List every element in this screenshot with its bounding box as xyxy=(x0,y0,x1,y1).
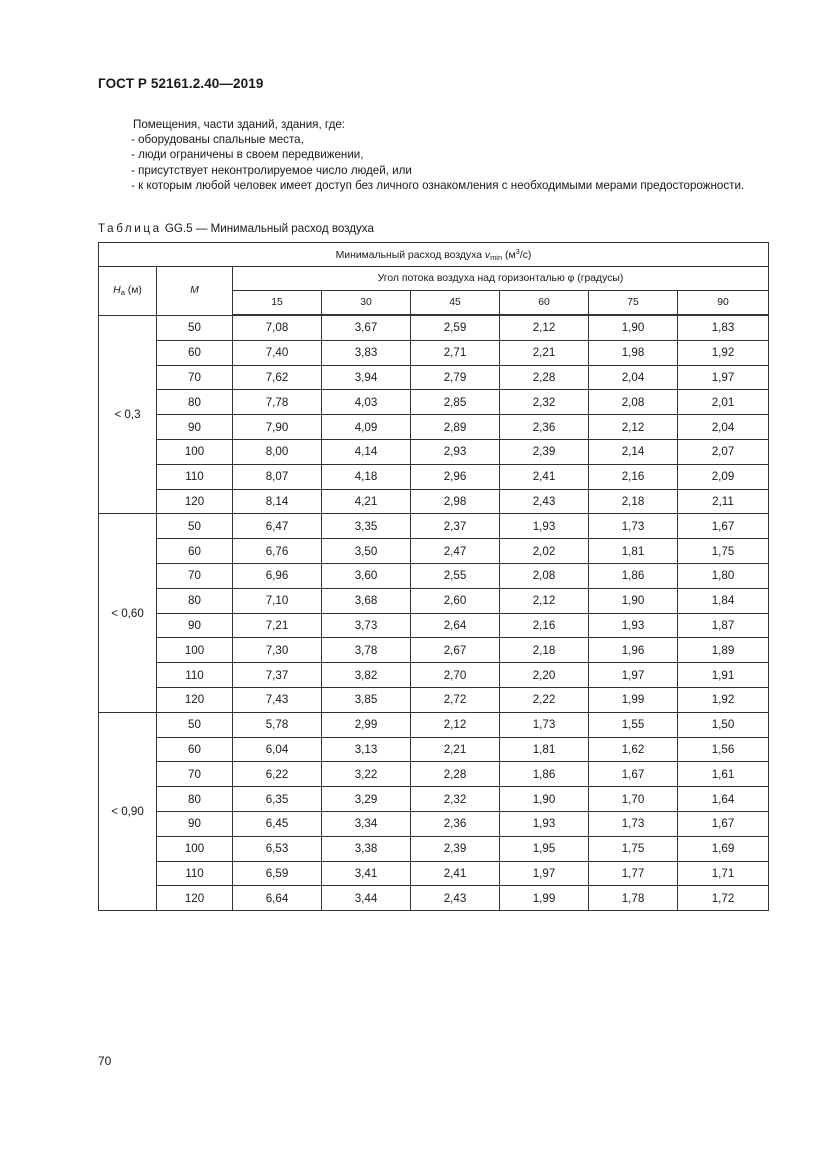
flow-value-cell: 2,41 xyxy=(500,464,589,489)
m-cell: 100 xyxy=(157,439,233,464)
flow-value-cell: 2,89 xyxy=(411,415,500,440)
flow-value-cell: 1,87 xyxy=(678,613,769,638)
flow-value-cell: 1,99 xyxy=(589,687,678,712)
flow-value-cell: 1,75 xyxy=(589,836,678,861)
page-number: 70 xyxy=(98,1054,112,1068)
intro-item: - оборудованы спальные места, xyxy=(131,133,304,147)
table-row xyxy=(99,464,769,489)
flow-value-cell: 1,95 xyxy=(500,836,589,861)
flow-value-cell: 2,32 xyxy=(411,787,500,812)
flow-value-cell: 7,21 xyxy=(233,613,322,638)
flow-value-cell: 2,72 xyxy=(411,687,500,712)
angle-value-header: 90 xyxy=(678,291,769,316)
flow-value-cell: 3,60 xyxy=(322,563,411,588)
flow-value-cell: 1,73 xyxy=(589,811,678,836)
angle-value-header: 60 xyxy=(500,291,589,316)
table-row xyxy=(99,787,769,812)
flow-value-cell: 7,78 xyxy=(233,390,322,415)
table-body xyxy=(99,315,769,911)
flow-value-cell: 8,07 xyxy=(233,464,322,489)
angle-value-header: 15 xyxy=(233,291,322,316)
table-row xyxy=(99,588,769,613)
table-row xyxy=(99,687,769,712)
flow-value-cell: 1,97 xyxy=(678,365,769,390)
ha-group-cell: < 0,90 xyxy=(99,712,157,910)
flow-value-cell: 2,32 xyxy=(500,390,589,415)
flow-value-cell: 2,12 xyxy=(589,415,678,440)
table-row xyxy=(99,340,769,365)
table-row xyxy=(99,563,769,588)
flow-value-cell: 3,34 xyxy=(322,811,411,836)
flow-value-cell: 1,71 xyxy=(678,861,769,886)
flow-value-cell: 3,50 xyxy=(322,539,411,564)
flow-value-cell: 1,84 xyxy=(678,588,769,613)
flow-value-cell: 1,61 xyxy=(678,762,769,787)
table-row xyxy=(99,663,769,688)
flow-value-cell: 6,45 xyxy=(233,811,322,836)
flow-value-cell: 6,35 xyxy=(233,787,322,812)
flow-value-cell: 1,73 xyxy=(589,514,678,539)
flow-value-cell: 1,67 xyxy=(589,762,678,787)
flow-value-cell: 2,01 xyxy=(678,390,769,415)
flow-value-cell: 7,43 xyxy=(233,687,322,712)
m-cell: 70 xyxy=(157,365,233,390)
m-cell: 80 xyxy=(157,787,233,812)
flow-value-cell: 2,70 xyxy=(411,663,500,688)
flow-value-cell: 3,78 xyxy=(322,638,411,663)
flow-value-cell: 2,12 xyxy=(411,712,500,737)
m-cell: 60 xyxy=(157,539,233,564)
m-cell: 110 xyxy=(157,663,233,688)
flow-value-cell: 2,99 xyxy=(322,712,411,737)
table-row xyxy=(99,712,769,737)
flow-value-cell: 1,89 xyxy=(678,638,769,663)
flow-value-cell: 1,64 xyxy=(678,787,769,812)
table-row xyxy=(99,390,769,415)
flow-value-cell: 7,40 xyxy=(233,340,322,365)
flow-value-cell: 2,64 xyxy=(411,613,500,638)
m-cell: 120 xyxy=(157,886,233,911)
table-row xyxy=(99,514,769,539)
flow-value-cell: 6,59 xyxy=(233,861,322,886)
flow-value-cell: 1,75 xyxy=(678,539,769,564)
flow-value-cell: 2,59 xyxy=(411,315,500,340)
flow-value-cell: 1,77 xyxy=(589,861,678,886)
flow-value-cell: 2,18 xyxy=(500,638,589,663)
flow-value-cell: 1,78 xyxy=(589,886,678,911)
flow-value-cell: 3,38 xyxy=(322,836,411,861)
m-cell: 70 xyxy=(157,762,233,787)
m-cell: 50 xyxy=(157,315,233,340)
flow-value-cell: 2,93 xyxy=(411,439,500,464)
flow-value-cell: 8,00 xyxy=(233,439,322,464)
flow-value-cell: 1,98 xyxy=(589,340,678,365)
intro-lead: Помещения, части зданий, здания, где: xyxy=(133,118,346,131)
m-cell: 110 xyxy=(157,464,233,489)
table-row xyxy=(99,886,769,911)
flow-value-cell: 1,56 xyxy=(678,737,769,762)
flow-value-cell: 1,67 xyxy=(678,514,769,539)
flow-value-cell: 1,83 xyxy=(678,315,769,340)
flow-value-cell: 5,78 xyxy=(233,712,322,737)
flow-value-cell: 2,28 xyxy=(411,762,500,787)
flow-value-cell: 1,90 xyxy=(589,588,678,613)
flow-value-cell: 3,22 xyxy=(322,762,411,787)
intro-item: - присутствует неконтролируемое число людей, или xyxy=(131,163,412,177)
flow-value-cell: 2,20 xyxy=(500,663,589,688)
flow-value-cell: 2,36 xyxy=(500,415,589,440)
flow-value-cell: 3,73 xyxy=(322,613,411,638)
angle-value-header: 75 xyxy=(589,291,678,316)
flow-value-cell: 1,93 xyxy=(500,514,589,539)
flow-value-cell: 1,90 xyxy=(589,315,678,340)
m-cell: 50 xyxy=(157,712,233,737)
flow-value-cell: 1,96 xyxy=(589,638,678,663)
flow-value-cell: 3,29 xyxy=(322,787,411,812)
angle-header: Угол потока воздуха над горизонталью φ (градусы) xyxy=(233,267,769,291)
flow-value-cell: 2,16 xyxy=(589,464,678,489)
flow-value-cell: 2,18 xyxy=(589,489,678,514)
table-row xyxy=(99,315,769,340)
flow-value-cell: 7,62 xyxy=(233,365,322,390)
m-cell: 90 xyxy=(157,811,233,836)
flow-value-cell: 1,91 xyxy=(678,663,769,688)
flow-value-cell: 1,92 xyxy=(678,687,769,712)
flow-value-cell: 2,14 xyxy=(589,439,678,464)
flow-value-cell: 2,04 xyxy=(678,415,769,440)
flow-value-cell: 3,13 xyxy=(322,737,411,762)
flow-value-cell: 3,35 xyxy=(322,514,411,539)
flow-value-cell: 1,92 xyxy=(678,340,769,365)
flow-value-cell: 1,93 xyxy=(589,613,678,638)
table-row xyxy=(99,638,769,663)
flow-value-cell: 1,80 xyxy=(678,563,769,588)
flow-value-cell: 4,18 xyxy=(322,464,411,489)
flow-value-cell: 2,37 xyxy=(411,514,500,539)
flow-value-cell: 1,99 xyxy=(500,886,589,911)
flow-value-cell: 2,67 xyxy=(411,638,500,663)
flow-value-cell: 2,11 xyxy=(678,489,769,514)
flow-value-cell: 7,37 xyxy=(233,663,322,688)
air-flow-table xyxy=(98,242,769,911)
flow-value-cell: 2,79 xyxy=(411,365,500,390)
flow-value-cell: 1,86 xyxy=(500,762,589,787)
flow-value-cell: 2,22 xyxy=(500,687,589,712)
flow-value-cell: 2,08 xyxy=(589,390,678,415)
flow-value-cell: 7,10 xyxy=(233,588,322,613)
table-row xyxy=(99,365,769,390)
flow-value-cell: 1,67 xyxy=(678,811,769,836)
m-cell: 70 xyxy=(157,563,233,588)
flow-value-cell: 2,36 xyxy=(411,811,500,836)
flow-value-cell: 2,60 xyxy=(411,588,500,613)
flow-value-cell: 7,30 xyxy=(233,638,322,663)
table-row xyxy=(99,762,769,787)
flow-value-cell: 2,55 xyxy=(411,563,500,588)
flow-value-cell: 2,43 xyxy=(411,886,500,911)
flow-value-cell: 1,62 xyxy=(589,737,678,762)
flow-value-cell: 1,81 xyxy=(589,539,678,564)
flow-value-cell: 2,04 xyxy=(589,365,678,390)
flow-value-cell: 3,67 xyxy=(322,315,411,340)
m-cell: 90 xyxy=(157,613,233,638)
caption-word: Таблица xyxy=(98,222,162,235)
flow-value-cell: 1,93 xyxy=(500,811,589,836)
flow-value-cell: 1,69 xyxy=(678,836,769,861)
flow-value-cell: 1,90 xyxy=(500,787,589,812)
flow-value-cell: 1,73 xyxy=(500,712,589,737)
flow-value-cell: 2,12 xyxy=(500,588,589,613)
flow-value-cell: 1,81 xyxy=(500,737,589,762)
angle-value-header: 30 xyxy=(322,291,411,316)
table-row xyxy=(99,415,769,440)
column-header-ha: $H_a$ (м) xyxy=(99,267,157,316)
flow-value-cell: 4,03 xyxy=(322,390,411,415)
flow-value-cell: 2,39 xyxy=(411,836,500,861)
flow-value-cell: 2,09 xyxy=(678,464,769,489)
flow-value-cell: 2,85 xyxy=(411,390,500,415)
m-cell: 100 xyxy=(157,836,233,861)
flow-value-cell: 2,98 xyxy=(411,489,500,514)
flow-value-cell: 3,94 xyxy=(322,365,411,390)
flow-value-cell: 7,08 xyxy=(233,315,322,340)
flow-value-cell: 2,43 xyxy=(500,489,589,514)
flow-value-cell: 6,47 xyxy=(233,514,322,539)
flow-value-cell: 6,96 xyxy=(233,563,322,588)
m-cell: 120 xyxy=(157,687,233,712)
flow-value-cell: 2,21 xyxy=(411,737,500,762)
flow-value-cell: 2,12 xyxy=(500,315,589,340)
table-caption xyxy=(98,222,374,235)
flow-value-cell: 6,22 xyxy=(233,762,322,787)
flow-value-cell: 1,70 xyxy=(589,787,678,812)
flow-value-cell: 3,82 xyxy=(322,663,411,688)
table-row xyxy=(99,439,769,464)
flow-value-cell: 3,85 xyxy=(322,687,411,712)
table-header xyxy=(99,243,769,316)
m-cell: 80 xyxy=(157,588,233,613)
flow-value-cell: 2,08 xyxy=(500,563,589,588)
flow-value-cell: 2,07 xyxy=(678,439,769,464)
ha-group-cell: < 0,3 xyxy=(99,315,157,514)
flow-value-cell: 6,53 xyxy=(233,836,322,861)
column-header-m: M xyxy=(157,267,233,316)
m-cell: 80 xyxy=(157,390,233,415)
flow-value-cell: 2,71 xyxy=(411,340,500,365)
flow-value-cell: 6,64 xyxy=(233,886,322,911)
flow-value-cell: 3,83 xyxy=(322,340,411,365)
flow-value-cell: 3,44 xyxy=(322,886,411,911)
m-cell: 50 xyxy=(157,514,233,539)
flow-value-cell: 2,16 xyxy=(500,613,589,638)
flow-value-cell: 1,72 xyxy=(678,886,769,911)
flow-value-cell: 4,14 xyxy=(322,439,411,464)
flow-value-cell: 1,86 xyxy=(589,563,678,588)
flow-value-cell: 7,90 xyxy=(233,415,322,440)
flow-value-cell: 4,21 xyxy=(322,489,411,514)
flow-value-cell: 2,47 xyxy=(411,539,500,564)
ha-group-cell: < 0,60 xyxy=(99,514,157,712)
flow-value-cell: 2,41 xyxy=(411,861,500,886)
table-row xyxy=(99,613,769,638)
intro-text xyxy=(98,117,768,193)
table-row xyxy=(99,836,769,861)
flow-value-cell: 2,28 xyxy=(500,365,589,390)
intro-item: - люди ограничены в своем передвижении, xyxy=(131,148,364,162)
flow-value-cell: 2,39 xyxy=(500,439,589,464)
m-cell: 90 xyxy=(157,415,233,440)
flow-value-cell: 2,96 xyxy=(411,464,500,489)
flow-value-cell: 1,50 xyxy=(678,712,769,737)
table-row xyxy=(99,489,769,514)
m-cell: 60 xyxy=(157,737,233,762)
table-main-title: Минимальный расход воздуха $v_{min}$ $(м^3/с)$ xyxy=(99,243,769,267)
table-row xyxy=(99,539,769,564)
document-code: ГОСТ Р 52161.2.40—2019 xyxy=(98,76,264,91)
flow-value-cell: 3,68 xyxy=(322,588,411,613)
caption-title: GG.5 — Минимальный расход воздуха xyxy=(161,222,374,235)
m-cell: 100 xyxy=(157,638,233,663)
flow-value-cell: 6,04 xyxy=(233,737,322,762)
intro-item-last: - к которым любой человек имеет доступ без личного ознакомления с необходимыми мерами предосторожности. xyxy=(131,178,745,192)
m-cell: 120 xyxy=(157,489,233,514)
flow-value-cell: 2,02 xyxy=(500,539,589,564)
flow-value-cell: 4,09 xyxy=(322,415,411,440)
table-row xyxy=(99,861,769,886)
flow-value-cell: 1,97 xyxy=(589,663,678,688)
flow-value-cell: 6,76 xyxy=(233,539,322,564)
angle-value-header: 45 xyxy=(411,291,500,316)
flow-value-cell: 2,21 xyxy=(500,340,589,365)
table-row xyxy=(99,737,769,762)
flow-value-cell: 3,41 xyxy=(322,861,411,886)
m-cell: 60 xyxy=(157,340,233,365)
flow-value-cell: 1,55 xyxy=(589,712,678,737)
table-row xyxy=(99,811,769,836)
flow-value-cell: 1,97 xyxy=(500,861,589,886)
m-cell: 110 xyxy=(157,861,233,886)
flow-value-cell: 8,14 xyxy=(233,489,322,514)
